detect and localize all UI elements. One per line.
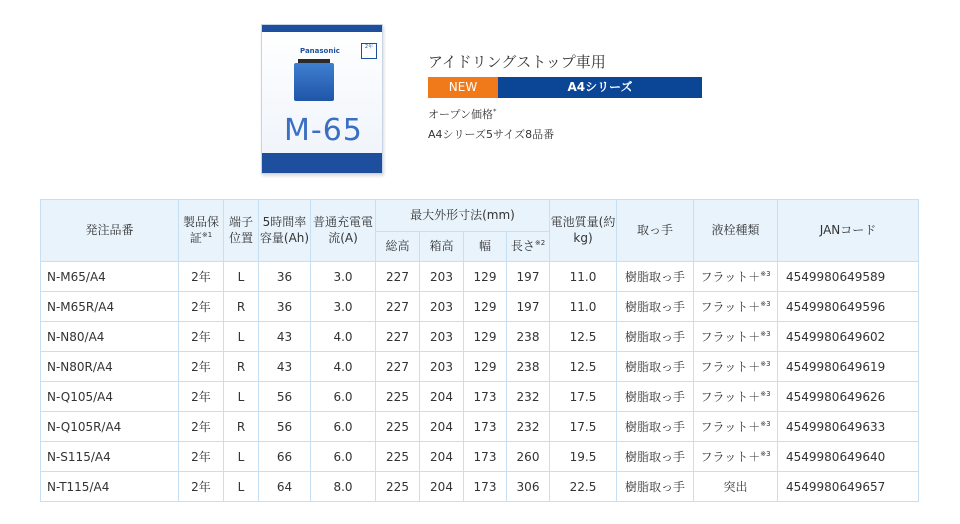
cell-length: 197 (507, 292, 550, 322)
col-header-handle: 取っ手 (617, 200, 694, 262)
cell-handle: 樹脂取っ手 (617, 412, 694, 442)
cell-height-box: 204 (420, 412, 464, 442)
warranty-note-mark: ※1 (201, 230, 213, 239)
cell-mass: 19.5 (550, 442, 617, 472)
box-top-band (262, 25, 382, 32)
cell-warranty: 2年 (179, 262, 224, 292)
cell-handle: 樹脂取っ手 (617, 472, 694, 502)
lineup-text: A4シリーズ5サイズ8品番 (428, 128, 555, 141)
col-header-dimensions: 最大外形寸法(mm) (376, 200, 550, 232)
cell-code: N-T115/A4 (41, 472, 179, 502)
cell-current: 4.0 (311, 352, 376, 382)
cell-warranty: 2年 (179, 472, 224, 502)
cell-capacity: 56 (259, 412, 311, 442)
cell-current: 4.0 (311, 322, 376, 352)
plug-note-mark: ※3 (760, 420, 771, 428)
cell-warranty: 2年 (179, 412, 224, 442)
box-model-number: M-65 (284, 113, 363, 148)
cell-warranty: 2年 (179, 292, 224, 322)
cell-width: 173 (464, 382, 507, 412)
plug-note-mark: ※3 (760, 390, 771, 398)
cell-length: 260 (507, 442, 550, 472)
box-bottom-band (262, 153, 382, 173)
cell-mass: 12.5 (550, 352, 617, 382)
cell-length: 197 (507, 262, 550, 292)
table-header-row (41, 200, 919, 232)
cell-width: 173 (464, 442, 507, 472)
cell-height-box: 204 (420, 442, 464, 472)
warranty-tag: 2年 (361, 43, 377, 59)
cell-plug (694, 262, 778, 292)
cell-height-total: 227 (376, 352, 420, 382)
cell-length: 238 (507, 352, 550, 382)
col-header-mass: 電池質量(約kg) (550, 200, 617, 262)
cell-height-box: 203 (420, 352, 464, 382)
cell-terminal: L (224, 442, 259, 472)
table-row (41, 472, 919, 502)
cell-mass: 11.0 (550, 262, 617, 292)
cell-capacity: 43 (259, 352, 311, 382)
product-box-image (261, 24, 383, 174)
cell-terminal: R (224, 292, 259, 322)
cell-warranty: 2年 (179, 382, 224, 412)
col-header-length-label: 長さ (510, 238, 535, 253)
series-badge: A4シリーズ (498, 77, 702, 98)
cell-height-total: 225 (376, 442, 420, 472)
cell-terminal: R (224, 412, 259, 442)
cell-current: 6.0 (311, 442, 376, 472)
price-text (428, 106, 497, 122)
table-row (41, 352, 919, 382)
cell-capacity: 66 (259, 442, 311, 472)
cell-height-total: 225 (376, 412, 420, 442)
cell-height-box: 204 (420, 382, 464, 412)
cell-width: 129 (464, 262, 507, 292)
cell-plug-label: フラット＋ (700, 360, 761, 374)
cell-jan: 4549980649589 (778, 262, 919, 292)
cell-code: N-N80R/A4 (41, 352, 179, 382)
plug-note-mark: ※3 (760, 360, 771, 368)
cell-current: 6.0 (311, 382, 376, 412)
table-row (41, 382, 919, 412)
cell-height-box: 203 (420, 322, 464, 352)
cell-width: 129 (464, 292, 507, 322)
battery-icon (294, 63, 334, 101)
cell-handle: 樹脂取っ手 (617, 442, 694, 472)
cell-terminal: L (224, 262, 259, 292)
col-header-plug: 液栓種類 (694, 200, 778, 262)
table-row (41, 322, 919, 352)
col-header-height-total: 総高 (376, 232, 420, 262)
cell-plug-label: フラット＋ (700, 450, 761, 464)
cell-terminal: L (224, 382, 259, 412)
cell-handle: 樹脂取っ手 (617, 352, 694, 382)
cell-warranty: 2年 (179, 442, 224, 472)
cell-capacity: 64 (259, 472, 311, 502)
cell-capacity: 36 (259, 262, 311, 292)
cell-plug (694, 352, 778, 382)
cell-mass: 17.5 (550, 412, 617, 442)
cell-height-total: 227 (376, 322, 420, 352)
col-header-code: 発注品番 (41, 200, 179, 262)
cell-length: 232 (507, 412, 550, 442)
cell-capacity: 36 (259, 292, 311, 322)
cell-plug-label: フラット＋ (700, 420, 761, 434)
cell-mass: 22.5 (550, 472, 617, 502)
cell-current: 6.0 (311, 412, 376, 442)
cell-width: 129 (464, 322, 507, 352)
cell-handle: 樹脂取っ手 (617, 322, 694, 352)
brand-logo: Panasonic (300, 47, 340, 55)
cell-plug (694, 292, 778, 322)
cell-capacity: 43 (259, 322, 311, 352)
col-header-current: 普通充電電流(A) (311, 200, 376, 262)
plug-note-mark: ※3 (760, 300, 771, 308)
cell-handle: 樹脂取っ手 (617, 292, 694, 322)
cell-jan: 4549980649657 (778, 472, 919, 502)
cell-length: 232 (507, 382, 550, 412)
cell-code: N-M65/A4 (41, 262, 179, 292)
col-header-terminal: 端子位置 (224, 200, 259, 262)
cell-terminal: L (224, 322, 259, 352)
cell-code: N-S115/A4 (41, 442, 179, 472)
cell-plug-label: フラット＋ (700, 330, 761, 344)
cell-plug-label: 突出 (723, 480, 748, 494)
cell-jan: 4549980649640 (778, 442, 919, 472)
cell-warranty: 2年 (179, 352, 224, 382)
cell-height-box: 204 (420, 472, 464, 502)
cell-width: 173 (464, 472, 507, 502)
cell-code: N-Q105R/A4 (41, 412, 179, 442)
cell-code: N-Q105/A4 (41, 382, 179, 412)
length-note-mark: ※2 (534, 238, 546, 247)
col-header-capacity: 5時間率容量(Ah) (259, 200, 311, 262)
col-header-width: 幅 (464, 232, 507, 262)
cell-capacity: 56 (259, 382, 311, 412)
cell-mass: 11.0 (550, 292, 617, 322)
cell-code: N-M65R/A4 (41, 292, 179, 322)
cell-height-box: 203 (420, 292, 464, 322)
cell-mass: 12.5 (550, 322, 617, 352)
cell-height-box: 203 (420, 262, 464, 292)
cell-handle: 樹脂取っ手 (617, 382, 694, 412)
cell-current: 3.0 (311, 262, 376, 292)
price-note-mark: * (493, 107, 497, 116)
table-row (41, 442, 919, 472)
col-header-warranty-label: 製品保証 (182, 214, 219, 245)
table-row (41, 292, 919, 322)
spec-table (40, 199, 919, 502)
plug-note-mark: ※3 (760, 450, 771, 458)
cell-height-total: 225 (376, 472, 420, 502)
cell-handle: 樹脂取っ手 (617, 262, 694, 292)
cell-code: N-N80/A4 (41, 322, 179, 352)
cell-length: 238 (507, 322, 550, 352)
spec-table-body (41, 262, 919, 502)
col-header-height-box: 箱高 (420, 232, 464, 262)
cell-length: 306 (507, 472, 550, 502)
cell-plug (694, 442, 778, 472)
cell-plug (694, 412, 778, 442)
cell-warranty: 2年 (179, 322, 224, 352)
cell-current: 8.0 (311, 472, 376, 502)
cell-plug (694, 472, 778, 502)
cell-terminal: L (224, 472, 259, 502)
cell-height-total: 227 (376, 292, 420, 322)
cell-plug (694, 322, 778, 352)
cell-width: 129 (464, 352, 507, 382)
col-header-warranty (179, 200, 224, 262)
cell-height-total: 225 (376, 382, 420, 412)
cell-jan: 4549980649633 (778, 412, 919, 442)
plug-note-mark: ※3 (760, 330, 771, 338)
col-header-length (507, 232, 550, 262)
table-row (41, 262, 919, 292)
cell-jan: 4549980649619 (778, 352, 919, 382)
cell-height-total: 227 (376, 262, 420, 292)
cell-current: 3.0 (311, 292, 376, 322)
plug-note-mark: ※3 (760, 270, 771, 278)
cell-mass: 17.5 (550, 382, 617, 412)
col-header-jan: JANコード (778, 200, 919, 262)
cell-plug-label: フラット＋ (700, 390, 761, 404)
cell-jan: 4549980649626 (778, 382, 919, 412)
cell-width: 173 (464, 412, 507, 442)
cell-jan: 4549980649596 (778, 292, 919, 322)
cell-plug-label: フラット＋ (700, 270, 761, 284)
cell-jan: 4549980649602 (778, 322, 919, 352)
cell-plug-label: フラット＋ (700, 300, 761, 314)
new-badge: NEW (428, 77, 498, 98)
table-row (41, 412, 919, 442)
cell-terminal: R (224, 352, 259, 382)
price-label: オープン価格 (428, 108, 494, 121)
cell-plug (694, 382, 778, 412)
page-title: アイドリングストップ車用 (428, 53, 606, 71)
